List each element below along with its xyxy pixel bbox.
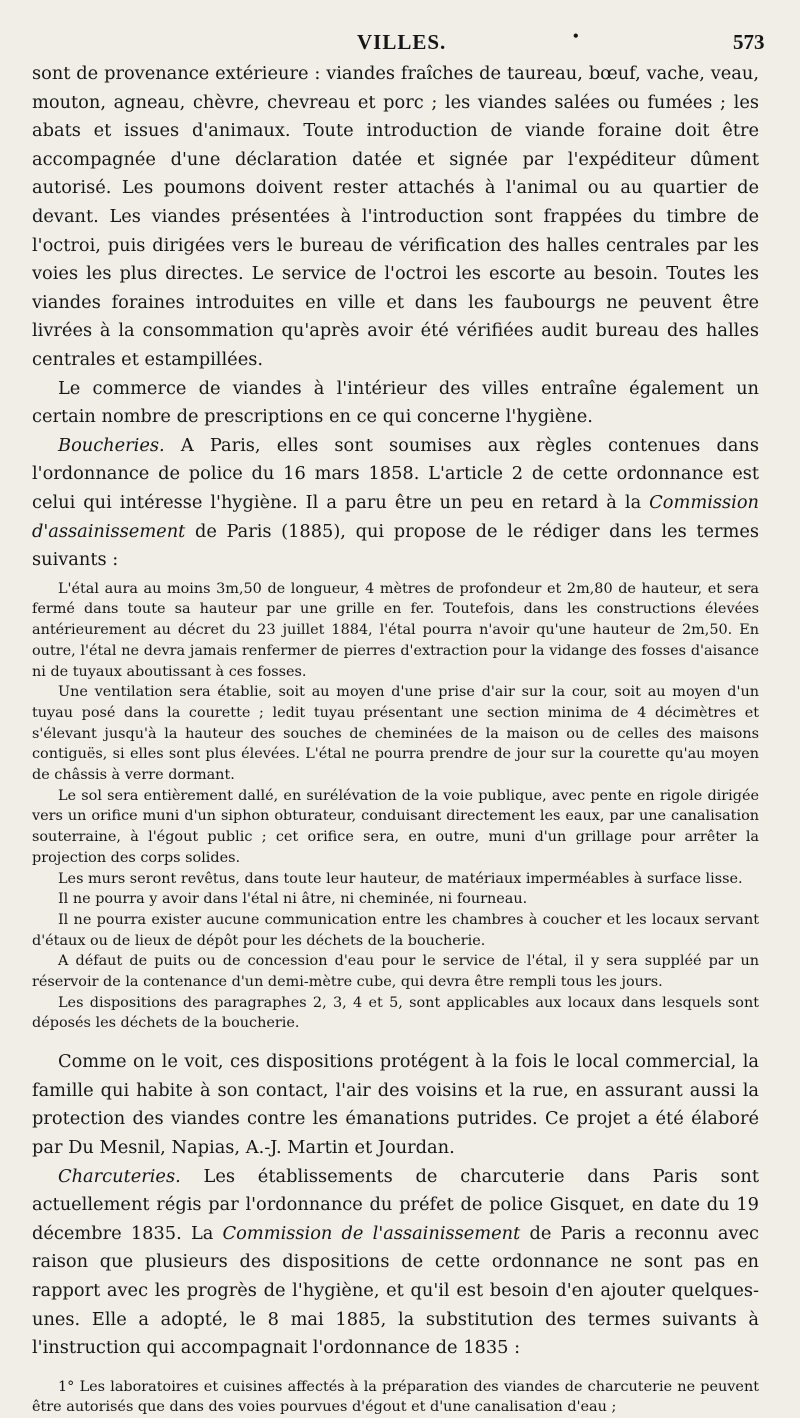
running-head xyxy=(0,30,800,54)
quote-paragraph-laboratories: 1° Les laboratoires et cuisines affectés à la préparation des viandes de charcuterie ne peuvent être autorisés que dans des voies pourvues d'égout et d'une canalisation d'eau ; xyxy=(32,1378,759,1416)
quote-paragraph-floor: Le sol sera entièrement dallé, en surélévation de la voie publique, avec pente en rigole dirigée vers un orifice muni d'un siphon obturateur, conduisant directement les eaux, par une canalisation souterraine, à l'égout public ; cet orifice sera, en outre, muni d'un grillage pour arrêter la projection des corps solides. xyxy=(32,787,759,866)
paragraph-charcuteries xyxy=(32,1163,759,1363)
ordinance-quote-boucheries xyxy=(32,579,759,1034)
page-body xyxy=(32,60,759,1418)
paragraph-commentary: Comme on le voit, ces dispositions protégent à la fois le local commercial, la famille qui habite à son contact, l'air des voisins et la rue, en assurant aussi la protection des viandes contre les émanations putrides. Ce projet a été élaboré par Du Mesnil, Napias, A.-J. Martin et Jourdan. xyxy=(32,1051,759,1158)
page-number: 573 xyxy=(733,30,765,54)
quote-paragraph-bedrooms: Il ne pourra exister aucune communication entre les chambres à coucher et les locaux servant d'étaux ou de lieux de dépôt pour les déchets de la boucherie. xyxy=(32,911,759,949)
section-lead-charcuteries: Charcuteries. xyxy=(58,1165,181,1187)
section-lead-boucheries: Boucheries. xyxy=(58,434,165,456)
quote-paragraph-walls: Les murs seront revêtus, dans toute leur hauteur, de matériaux imperméables à surface lisse. xyxy=(58,870,743,887)
paragraph-text: Les établissements de charcuterie dans Paris sont actuellement régis par l'ordonnance du préfet de police Gisquet, en date du 19 décembre 1835. La xyxy=(32,1165,759,1244)
paragraph-meat-imports: sont de provenance extérieure : viandes fraîches de taureau, bœuf, vache, veau, mouton, agneau, chèvre, chevreau et porc ; les viandes salées ou fumées ; les abats et issues d'animaux. Toute introduction de viande foraine doit être accompagnée d'une déclaration datée et signée par l'expéditeur dûment autorisé. Les poumons doivent rester attachés à l'animal ou au quartier de devant. Les viandes présentées à l'introduction sont frappées du timbre de l'octroi, puis dirigées vers le bureau de vérification des halles centrales par les voies les plus directes. Le service de l'octroi les escorte au besoin. Toutes les viandes foraines introduites en ville et dans les faubourgs ne peuvent être livrées à la consommation qu'après avoir été vérifiées audit bureau des halles centrales et estampillées. xyxy=(32,63,759,370)
quote-paragraph-ventilation: Une ventilation sera établie, soit au moyen d'une prise d'air sur la cour, soit au moyen d'un tuyau posé dans la courette ; ledit tuyau présentant une section minima de 4 décimètres et s'élevant jusqu'à la hauteur des souches de cheminées de la maison ou de celles des maisons contiguës, si elles sont plus élevées. L'étal ne pourra prendre de jour sur la courette qu'au moyen de châssis à verre dormant. xyxy=(32,684,759,784)
commission-name: Commission de l'assainissement xyxy=(222,1222,521,1244)
paragraph-text: A Paris, elles sont soumises aux règles contenues dans l'ordonnance de police du 16 mars 1858. L'article 2 de cette ordonnance est celui qui intéresse l'hygiène. Il a paru être un peu en retard à la xyxy=(32,434,759,513)
quote-paragraph-hearth: Il ne pourra y avoir dans l'étal ni âtre, ni cheminée, ni fourneau. xyxy=(58,891,528,908)
paragraph-text: de Paris (1885), qui propose de le rédiger dans les termes suivants : xyxy=(32,520,759,571)
paragraph-boucheries xyxy=(32,432,759,575)
quote-paragraph-dimensions: L'étal aura au moins 3m,50 de longueur, 4 mètres de profondeur et 2m,80 de hauteur, et sera fermé dans toute sa hauteur par une grille en fer. Toutefois, dans les constructions élevées antérieurement au décret du 23 juillet 1884, l'étal pourra n'avoir qu'une hauteur de 2m,50. En outre, l'étal ne devra jamais renfermer de pierres d'extraction pour la vidange des fosses d'aisance ni de tuyaux aboutissant à ces fosses. xyxy=(32,580,759,680)
quote-paragraph-water: A défaut de puits ou de concession d'eau pour le service de l'étal, il y sera suppléé par un réservoir de la contenance d'un demi-mètre cube, qui devra être rempli tous les jours. xyxy=(32,953,759,991)
paragraph-commerce: Le commerce de viandes à l'intérieur des villes entraîne également un certain nombre de prescriptions en ce qui concerne l'hygiène. xyxy=(32,377,759,428)
header-ornament: • xyxy=(573,28,579,45)
paragraph-text: de Paris a reconnu avec raison que plusieurs des dispositions de cette ordonnance ne sont pas en rapport avec les progrès de l'hygiène, et qu'il est besoin d'en ajouter quelques-unes. Elle a adopté, le 8 mai 1885, la substitution des termes suivants à l'instruction qui accompagnait l'ordonnance de 1835 : xyxy=(32,1222,759,1359)
quote-paragraph-applicability: Les dispositions des paragraphes 2, 3, 4 et 5, sont applicables aux locaux dans lesquels sont déposés les déchets de la boucherie. xyxy=(32,994,759,1032)
running-title: VILLES. xyxy=(357,30,447,54)
commission-name: Commission d'assainissement xyxy=(32,491,759,542)
